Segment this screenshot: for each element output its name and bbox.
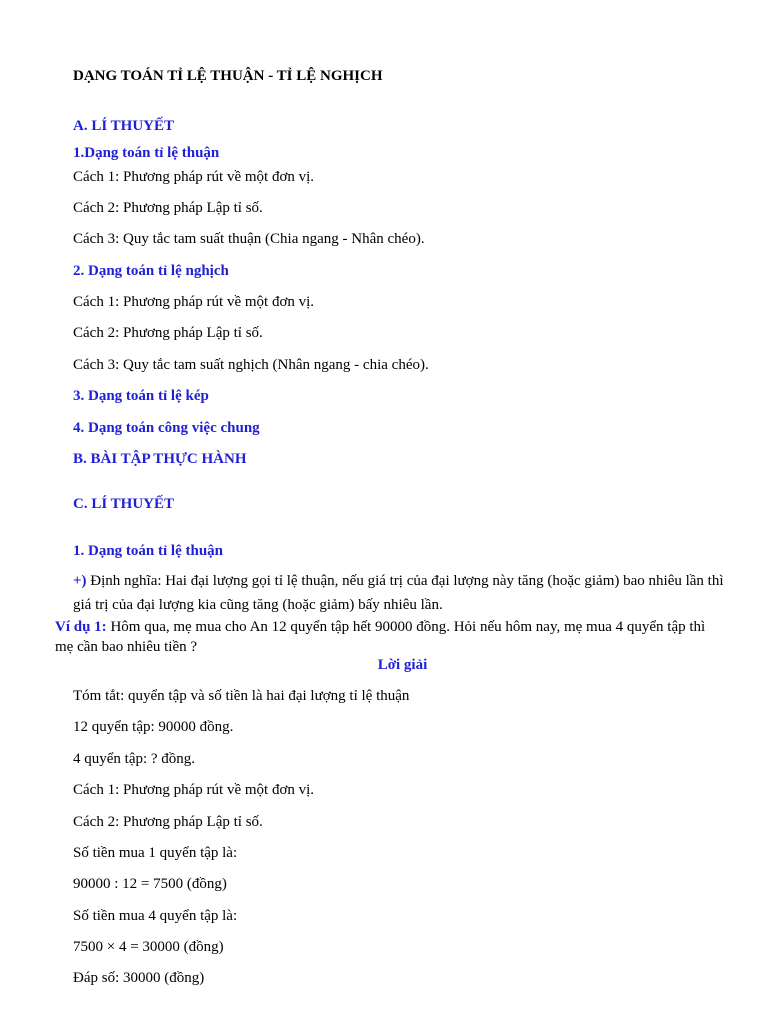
definition-text: Định nghĩa: Hai đại lượng gọi tỉ lệ thuận, nếu giá trị của đại lượng này tăng (hoặc giảm) bao nhiêu lần thì giá trị của đại lượng kia cũng tăng (hoặc giảm) bấy nhiêu lần. bbox=[73, 573, 724, 613]
solution-line-2: 12 quyển tập: 90000 đồng. bbox=[73, 719, 234, 735]
solution-line-9: 7500 × 4 = 30000 (đồng) bbox=[73, 939, 224, 955]
c1-heading: 1. Dạng toán tỉ lệ thuận bbox=[73, 543, 224, 559]
solution-line-8: Số tiền mua 4 quyển tập là: bbox=[73, 908, 238, 924]
sub2-item-1: Cách 1: Phương pháp rút về một đơn vị. bbox=[73, 294, 315, 310]
sub1-item-1: Cách 1: Phương pháp rút về một đơn vị. bbox=[73, 169, 315, 185]
solution-line-1: Tóm tắt: quyển tập và số tiền là hai đại lượng tỉ lệ thuận bbox=[73, 688, 410, 704]
subsection-1-heading: 1.Dạng toán tỉ lệ thuận bbox=[73, 145, 220, 161]
section-c-heading: C. LÍ THUYẾT bbox=[73, 496, 175, 512]
solution-line-7: 90000 : 12 = 7500 (đồng) bbox=[73, 876, 227, 892]
subsection-2-heading: 2. Dạng toán tỉ lệ nghịch bbox=[73, 263, 229, 279]
example-text: Hôm qua, mẹ mua cho An 12 quyển tập hết 90000 đồng. Hỏi nếu hôm nay, mẹ mua 4 quyển tập thì mẹ cần bao nhiêu tiền ? bbox=[55, 619, 706, 655]
sub2-item-3: Cách 3: Quy tắc tam suất nghịch (Nhân ngang - chia chéo). bbox=[73, 357, 429, 373]
solution-heading: Lời giải bbox=[377, 657, 428, 673]
section-a-heading: A. LÍ THUYẾT bbox=[73, 118, 175, 134]
solution-line-3: 4 quyển tập: ? đồng. bbox=[73, 751, 196, 767]
solution-line-10: Đáp số: 30000 (đồng) bbox=[73, 970, 205, 986]
solution-line-5: Cách 2: Phương pháp Lập tỉ số. bbox=[73, 814, 263, 830]
subsection-4-heading: 4. Dạng toán công việc chung bbox=[73, 420, 260, 436]
definition-paragraph bbox=[73, 569, 733, 617]
subsection-3-heading: 3. Dạng toán tỉ lệ kép bbox=[73, 388, 209, 404]
solution-line-4: Cách 1: Phương pháp rút về một đơn vị. bbox=[73, 782, 315, 798]
sub1-item-3: Cách 3: Quy tắc tam suất thuận (Chia ngang - Nhân chéo). bbox=[73, 231, 425, 247]
example-label: Ví dụ 1: bbox=[55, 619, 107, 635]
section-b-heading: B. BÀI TẬP THỰC HÀNH bbox=[73, 451, 247, 467]
example-paragraph bbox=[55, 617, 725, 657]
sub2-item-2: Cách 2: Phương pháp Lập tỉ số. bbox=[73, 325, 263, 341]
solution-line-6: Số tiền mua 1 quyển tập là: bbox=[73, 845, 238, 861]
document-title: DẠNG TOÁN TỈ LỆ THUẬN - TỈ LỆ NGHỊCH bbox=[73, 68, 383, 84]
definition-marker: +) bbox=[73, 573, 87, 589]
sub1-item-2: Cách 2: Phương pháp Lập tỉ số. bbox=[73, 200, 263, 216]
